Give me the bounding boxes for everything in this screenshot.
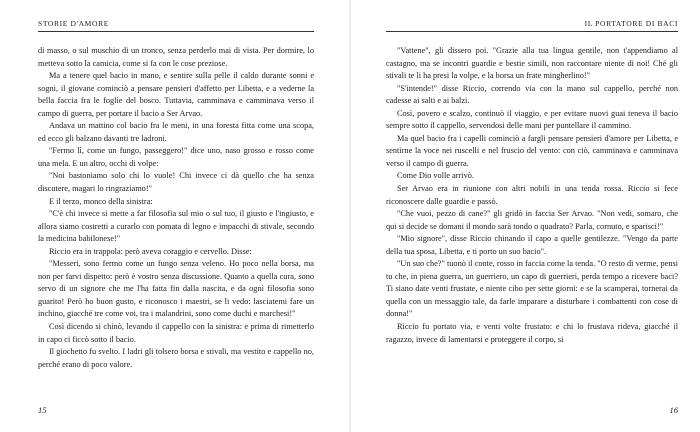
paragraph: Così dicendo si chinò, levando il cappello con la sinistra: e prima di rimetterlo in capo ci ficcò sotto il bacio. (38, 322, 314, 344)
right-page (350, 0, 700, 432)
header-rule-left (38, 31, 314, 32)
paragraph: "Fermo lì, come un fungo, passeggero!" dice uno, naso grosso e rosso come una mela. E un altro, occhi di volpe: (38, 146, 314, 168)
paragraph: Riccio fu portato via, e venti volte frustato: e chi lo frustava rideva, giacché il ragazzo, invece di lamentarsi e proteggere il corpo, si (386, 322, 678, 344)
paragraph: Il giochetto fu svelto. I ladri gli tolsero borsa e stivali, ma vestito e cappello no, perché erano di poco valore. (38, 347, 314, 369)
body-text-right (386, 45, 678, 346)
paragraph: "Che vuoi, pezzo di cane?" gli gridò in faccia Ser Arvao. "Non vedi, somaro, che qui si decide se domani il mondo sarà tondo o quadrato? Parla, cornuto, e sparisci!" (386, 209, 678, 231)
paragraph: "Noi bastoniamo solo chi lo vuole! Chi invece ci dà quello che ha senza discutere, magari lo ringraziamo!" (38, 171, 314, 194)
running-header-left: STORIE D'AMORE (38, 19, 110, 28)
paragraph: "Un suo che?" tuonò il conte, rosso in faccia come la tenda. "O resto di verme, pensi tu che, in piena guerra, un guerriero, un capo di guerrieri, perda tempo a ricevere baci? Ti siano date venti frustate, e niente cibo per sette giorni: e se la scamperai, tornerai da quella con un messaggio tale, da farle imparare a disturbare i combattenti con cose di donna!" (386, 259, 678, 319)
paragraph: "Vattene", gli dissero poi. "Grazie alla tua lingua gentile, non t'appendiamo al castagno, ma se incontri guardie e bestie simili, non raccontare niente di noi! Ché gli stivali te li ha presi la volpe, e la borsa un frate mingherlino!" (386, 46, 678, 81)
paragraph: Come Dio volle arrivò. (397, 171, 474, 181)
paragraph: Riccio era in trappola: però aveva coraggio e cervello. Disse: (49, 246, 252, 256)
paragraph: E il terzo, monco della sinistra: (49, 196, 153, 206)
paragraph: Andava un mattino col bacio fra le meni, in una foresta fitta come una scopa, ed ecco gli balzano davanti tre ladroni. (38, 121, 314, 143)
page-number-right: 16 (669, 405, 678, 415)
paragraph: "Messeri, sono fermo come un fungo senza veleno. Ho poco nella borsa, ma non per farvi dispetto: però è vostro senza discussione. Quanto a quella cura, sono servo di un signore che me l'ha fatta fin dalla nascita, e da ognì filosofia sono guarito! Però ho buon gusto, e riconosco i maestri, se li vedo: lasciatemi fare un inchino, giacché tre come voi, tra i malandrini, sono come duchi e marchesi!" (38, 259, 314, 319)
paragraph: Così, povero e scalzo, continuò il viaggio, e per evitare nuovi guai teneva il bacio sempre sotto il cappello, servendosi delle mani per puntellare il cammino. (386, 108, 678, 131)
paragraph: Ma a tenere quel bacio in mano, e sentire sulla pelle il caldo durante sonni e sogni, il giovane cominciò a pensare pensieri d'affetto per Libetta, e a vederne la bella faccia fra le foglie del bosco. Tuttavia, camminava e camminava verso il campo di guerra, per portare il bacio a Ser Arvao. (38, 71, 314, 118)
paragraph: "S'intende!" disse Riccio, correndo via con la mano sul cappello, perché non cadesse ai salti e ai balzi. (386, 83, 678, 106)
body-text-left (38, 45, 314, 371)
paragraph: di masso, o sul muschio di un tronco, senza perderlo mai di vista. Per dormire, lo metteva sotto la camicia, come si fa con le cose preziose. (38, 46, 314, 68)
paragraph: "Mio signore", disse Riccio chinando il capo a quelle gentilezze. "Vengo da parte della tua sposa, Libetta, e ti porto un suo bacio". (386, 234, 678, 256)
header-rule-right (386, 31, 678, 32)
page-number-left: 15 (38, 405, 47, 415)
paragraph: "C'è chi invece si mette a far filosofia sul mio o sul tuo, il giusto e l'ingiusto, e allora siamo costretti a curarlo con pomata di legno e impacchi di stivale, secondo la medicina babilonese!" (38, 209, 314, 244)
paragraph: Ser Arvao era in riunione con altri nobili in una tenda rossa. Riccio si fece riconoscere dalle guardie e passò. (386, 184, 678, 206)
running-header-right: IL PORTATORE DI BACI (584, 19, 678, 28)
paragraph: Ma quel bacio fra i capelli cominciò a fargli pensare pensieri d'amore per Libetta, e sentirne la voce nei ruscelli e nel fruscio del vento: con ciò, camminava e camminava verso il campo di guerra. (386, 133, 678, 168)
